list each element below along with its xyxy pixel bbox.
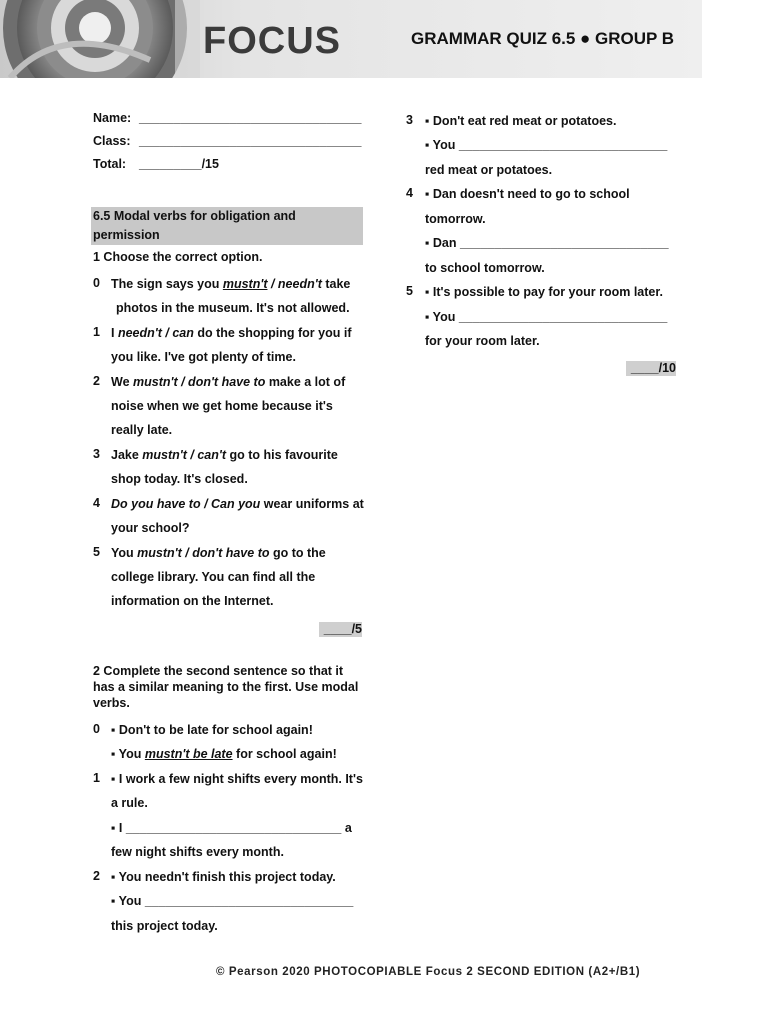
quiz-title: GRAMMAR QUIZ 6.5 ● GROUP B <box>411 29 675 48</box>
ex1-item-3-line2: shop today. It's closed. <box>111 472 248 486</box>
copyright-footer: © Pearson 2020 PHOTOCOPIABLE Focus 2 SECOND EDITION (A2+/B1) <box>216 966 641 978</box>
ex1-item-1-line2: you like. I've got plenty of time. <box>111 350 296 364</box>
ex1-item-0-line2: photos in the museum. It's not allowed. <box>116 301 350 315</box>
focus-logo-swirl-icon <box>0 0 200 78</box>
ex2-item-1-sentence2-cont: few night shifts every month. <box>111 845 284 859</box>
ex2-item-3-sentence2-cont: red meat or potatoes. <box>425 163 553 177</box>
name-field[interactable]: ________________________________ <box>139 111 362 125</box>
ex2-item-number: 3 <box>406 113 413 127</box>
ex2-item-4-sentence2-cont: to school tomorrow. <box>425 261 545 275</box>
ex2-item-number: 0 <box>93 722 100 736</box>
ex1-item-number: 3 <box>93 447 100 461</box>
ex2-item-0-sentence2: ▪ You mustn't be late for school again! <box>111 747 337 761</box>
ex1-item-2-options[interactable]: mustn't / don't have to <box>133 375 266 389</box>
exercise1-score[interactable]: ____/5 <box>319 622 362 637</box>
ex1-item-3-line1: Jake mustn't / can't go to his favourite <box>111 448 338 462</box>
ex1-item-2-line2: noise when we get home because it's <box>111 399 333 413</box>
ex2-item-3-answer-blank[interactable]: ▪ You ______________________________ <box>425 138 668 152</box>
ex1-item-4-line2: your school? <box>111 521 190 535</box>
ex2-item-2-sentence1: ▪ You needn't finish this project today. <box>111 870 336 884</box>
exercise2-instruction-line2: has a similar meaning to the first. Use modal <box>93 680 359 694</box>
total-label: Total: <box>93 157 127 171</box>
ex1-item-0-line1: The sign says you mustn't / needn't take <box>111 277 351 291</box>
ex1-item-0-other-option[interactable]: needn't <box>277 277 322 291</box>
page-header <box>0 0 702 78</box>
ex1-item-1-line1: I needn't / can do the shopping for you if <box>111 326 352 340</box>
ex1-item-number: 1 <box>93 325 100 339</box>
ex2-item-number: 2 <box>93 869 100 883</box>
brand-logo-text: FOCUS <box>203 20 341 62</box>
exercise1-instruction: 1 Choose the correct option. <box>93 250 263 264</box>
ex1-item-0-selected-option[interactable]: mustn't <box>222 277 268 291</box>
exercise2-instruction-line3: verbs. <box>93 696 130 710</box>
ex2-item-0-sentence1: ▪ Don't to be late for school again! <box>111 723 313 737</box>
ex2-item-1-answer-blank[interactable]: ▪ I _______________________________ a <box>111 821 352 835</box>
class-field[interactable]: ________________________________ <box>139 134 362 148</box>
total-field[interactable]: _________/15 <box>139 157 219 171</box>
ex1-item-3-options[interactable]: mustn't / can't <box>142 448 227 462</box>
ex1-item-5-line2: college library. You can find all the <box>111 570 316 584</box>
ex2-item-4-answer-blank[interactable]: ▪ Dan ______________________________ <box>425 236 669 250</box>
ex2-item-2-answer-blank[interactable]: ▪ You ______________________________ <box>111 894 354 908</box>
ex2-item-4-sentence1-cont: tomorrow. <box>425 212 486 226</box>
exercise2-instruction-line1: 2 Complete the second sentence so that it <box>93 664 344 678</box>
exercise2-score[interactable]: ____/10 <box>626 361 676 376</box>
ex1-item-5-line1: You mustn't / don't have to go to the <box>111 546 326 560</box>
ex2-item-1-sentence1-cont: a rule. <box>111 796 148 810</box>
section-heading <box>91 207 363 245</box>
ex1-item-4-options[interactable]: Do you have to / Can you <box>111 497 261 511</box>
ex2-item-4-sentence1: ▪ Dan doesn't need to go to school <box>425 187 630 201</box>
ex2-item-3-sentence1: ▪ Don't eat red meat or potatoes. <box>425 114 617 128</box>
ex2-item-5-sentence2-cont: for your room later. <box>425 334 540 348</box>
ex1-item-2-line1: We mustn't / don't have to make a lot of <box>111 375 346 389</box>
ex2-item-5-sentence1: ▪ It's possible to pay for your room later. <box>425 285 664 299</box>
ex2-item-5-answer-blank[interactable]: ▪ You ______________________________ <box>425 310 668 324</box>
ex1-item-number: 5 <box>93 545 100 559</box>
name-label: Name: <box>93 111 132 125</box>
ex1-item-4-line1: Do you have to / Can you wear uniforms at <box>111 497 364 511</box>
ex2-item-0-example-answer: mustn't be late <box>144 747 233 761</box>
ex2-item-number: 5 <box>406 284 413 298</box>
ex2-item-1-sentence1: ▪ I work a few night shifts every month. It's <box>111 772 363 786</box>
section-title-line2: permission <box>93 228 160 242</box>
ex1-item-number: 0 <box>93 276 100 290</box>
class-label: Class: <box>93 134 131 148</box>
ex2-item-2-sentence2-cont: this project today. <box>111 919 218 933</box>
ex1-item-5-options[interactable]: mustn't / don't have to <box>137 546 270 560</box>
ex2-item-number: 1 <box>93 771 100 785</box>
section-title-line1: 6.5 Modal verbs for obligation and <box>93 209 296 223</box>
ex1-item-1-options[interactable]: needn't / can <box>117 326 194 340</box>
ex1-item-5-line3: information on the Internet. <box>111 594 274 608</box>
ex1-item-number: 2 <box>93 374 100 388</box>
ex1-item-number: 4 <box>93 496 100 510</box>
ex2-item-number: 4 <box>406 186 413 200</box>
ex1-item-2-line3: really late. <box>111 423 173 437</box>
